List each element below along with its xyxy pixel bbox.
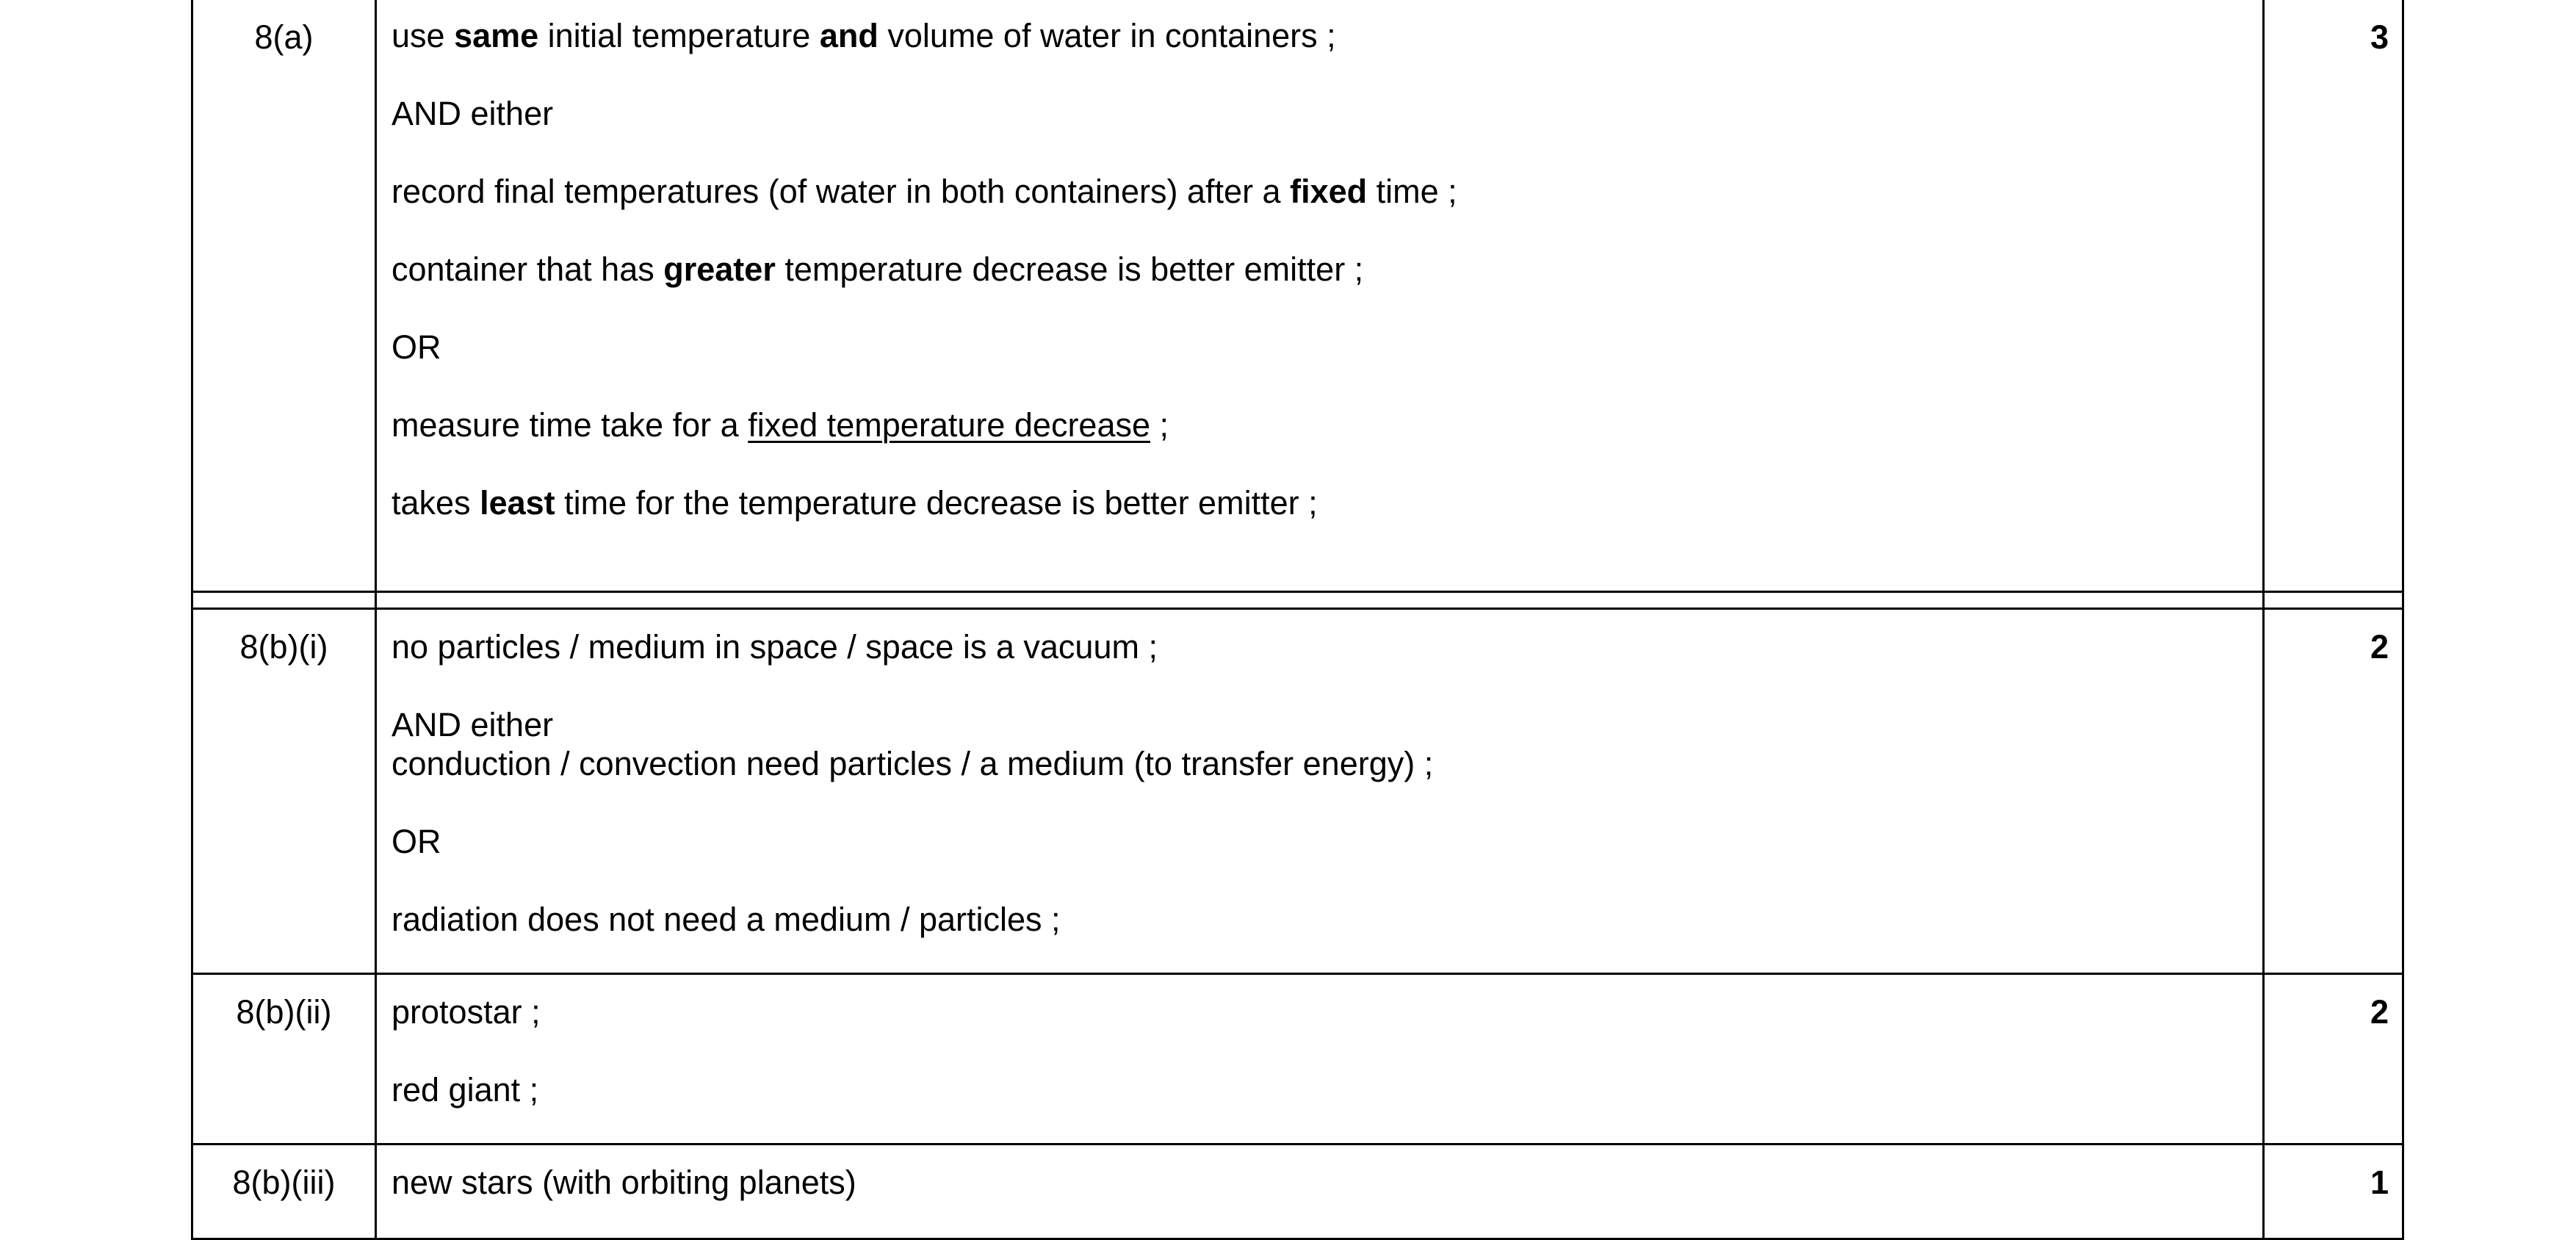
answer-line: use same initial temperature and volume of water in containers ; — [392, 17, 1336, 54]
emphasis-text: fixed — [1290, 173, 1368, 210]
marks-value: 3 — [2264, 0, 2403, 592]
emphasis-text: same — [454, 17, 539, 54]
question-number: 8(b)(i) — [192, 609, 376, 974]
answer-line: no particles / medium in space / space is a vacuum ; — [392, 628, 1158, 666]
answer-cell — [376, 974, 2264, 1145]
answer-line: OR — [392, 823, 441, 860]
question-number: 8(b)(ii) — [192, 974, 376, 1145]
answer-cell — [376, 0, 2264, 592]
answer-cell — [376, 609, 2264, 974]
table-row — [192, 974, 2403, 1145]
answer-cell — [376, 1145, 2264, 1239]
answer-line: measure time take for a fixed temperature decrease ; — [392, 406, 1169, 444]
answer-line: red giant ; — [392, 1071, 539, 1109]
question-number: 8(b)(iii) — [192, 1145, 376, 1239]
table-row — [192, 609, 2403, 974]
table-row — [192, 0, 2403, 592]
answer-line: record final temperatures (of water in both containers) after a fixed time ; — [392, 173, 1457, 210]
marks-value: 2 — [2264, 609, 2403, 974]
table-row — [192, 1145, 2403, 1239]
question-number: 8(a) — [192, 0, 376, 592]
marks-value: 1 — [2264, 1145, 2403, 1239]
mark-scheme-table — [191, 0, 2404, 1240]
answer-line: container that has greater temperature decrease is better emitter ; — [392, 250, 1364, 288]
answer-line: conduction / convection need particles / a medium (to transfer energy) ; — [392, 745, 1434, 782]
answer-line: OR — [392, 328, 441, 366]
table-divider — [192, 592, 2403, 609]
emphasis-text: and — [819, 17, 878, 54]
answer-line: radiation does not need a medium / particles ; — [392, 901, 1061, 938]
answer-line: AND either — [392, 95, 554, 132]
underlined-text: fixed temperature decrease — [748, 406, 1151, 444]
answer-line: AND either — [392, 706, 554, 743]
answer-line: new stars (with orbiting planets) — [392, 1164, 856, 1201]
emphasis-text: greater — [663, 250, 776, 288]
answer-line: takes least time for the temperature decrease is better emitter ; — [392, 484, 1318, 522]
emphasis-text: least — [480, 484, 555, 522]
marks-value: 2 — [2264, 974, 2403, 1145]
answer-line: protostar ; — [392, 993, 541, 1031]
